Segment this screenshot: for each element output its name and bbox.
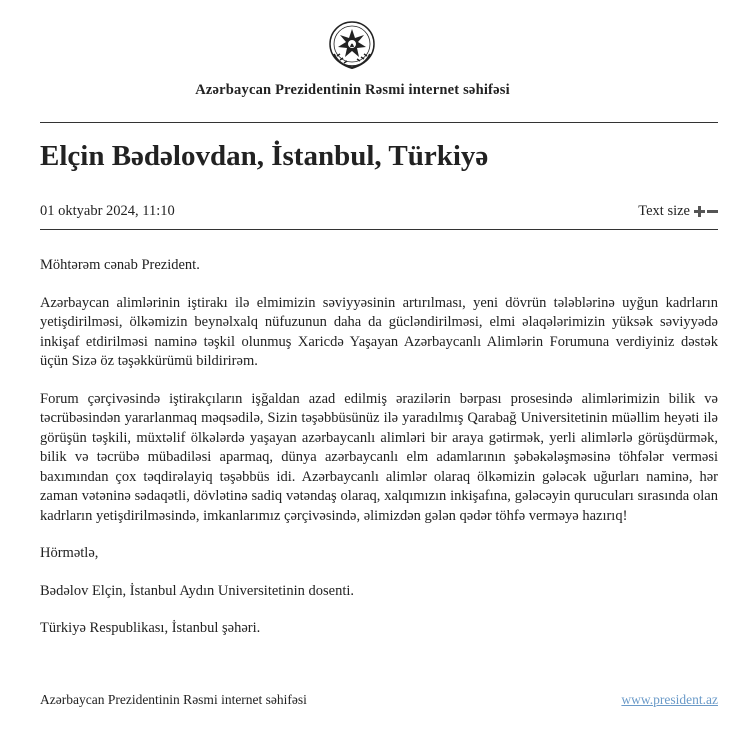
paragraph-2: Forum çərçivəsində iştirakçıların işğaldan azad edilmiş ərazilərin bərpası prosesində alimlərimizin bilik və təcrübəsindən yararlanmaq məqsədilə, Sizin təşəbbüsünüz ilə yaradılmış Qarabağ Universitetinin müəllim heyəti ilə görüşün təşkili, müxtəlif ölkələrdə yaşayan azərbaycanlı alimləri bir araya gətirmək, yerli alimlərlə görüşdürmək, bilik və təcrübə mübadiləsi aparmaq, dünya azərbaycanlı elm adamlarının şəbəkələşməsinə töhfələr verməsi baxımından çox təqdirəlayiq təşəbbüs idi. Azərbaycanlı alimlər olaraq ölkəmizin gələcək uğurları naminə, hər zaman vətəninə sədaqətli, dövlətinə sadiq vətəndaş olaraq, xalqımızın inkişafına, gələcəyin qurucuları sırasında olan kadrların yetişdirilməsində, imkanlarımız çərçivəsində, əlimizdən gələn qədər töhfə verməyə hazırıq! bbox=[40, 390, 718, 524]
text-size-control bbox=[638, 203, 718, 220]
paragraph-signature: Bədəlov Elçin, İstanbul Aydın Universitetinin dosenti. bbox=[40, 582, 355, 599]
text-size-label: Text size bbox=[638, 203, 690, 219]
article-body bbox=[40, 256, 718, 657]
paragraph-1: Azərbaycan alimlərinin iştirakı ilə elmimizin səviyyəsinin artırılması, yeni dövrün tələblərinə uyğun kadrların yetişdirilməsi, ölkəmizin beynəlxalq nüfuzunun daha da gücləndirilməsi, elmi əlaqələrimizin yüksək səviyyədə inkişaf etdirilməsi naminə təşkil olunmuş Xaricdə Yaşayan Azərbaycanlı Alimlərin Forumuna verdiyiniz dəstək üçün Sizə öz təşəkkürümü bildirirəm. bbox=[40, 294, 718, 369]
footer-site-title: Azərbaycan Prezidentinin Rəsmi internet səhifəsi bbox=[40, 692, 307, 707]
header-divider bbox=[40, 122, 718, 123]
article-title: Elçin Bədəlovdan, İstanbul, Türkiyə bbox=[40, 140, 489, 172]
meta-divider bbox=[40, 229, 718, 230]
paragraph-location: Türkiyə Respublikası, İstanbul şəhəri. bbox=[40, 620, 261, 636]
article-meta bbox=[40, 203, 718, 223]
footer-link[interactable]: www.president.az bbox=[621, 692, 718, 707]
site-title: Azərbaycan Prezidentinin Rəsmi internet səhifəsi bbox=[195, 82, 510, 98]
increase-text-size-icon[interactable] bbox=[694, 206, 705, 217]
paragraph-greeting: Möhtərəm cənab Prezident. bbox=[40, 257, 200, 273]
article-date: 01 oktyabr 2024, 11:10 bbox=[40, 203, 175, 219]
decrease-text-size-icon[interactable] bbox=[707, 206, 718, 217]
paragraph-closing: Hörmətlə, bbox=[40, 545, 99, 561]
azerbaijan-state-emblem-icon bbox=[328, 20, 376, 72]
